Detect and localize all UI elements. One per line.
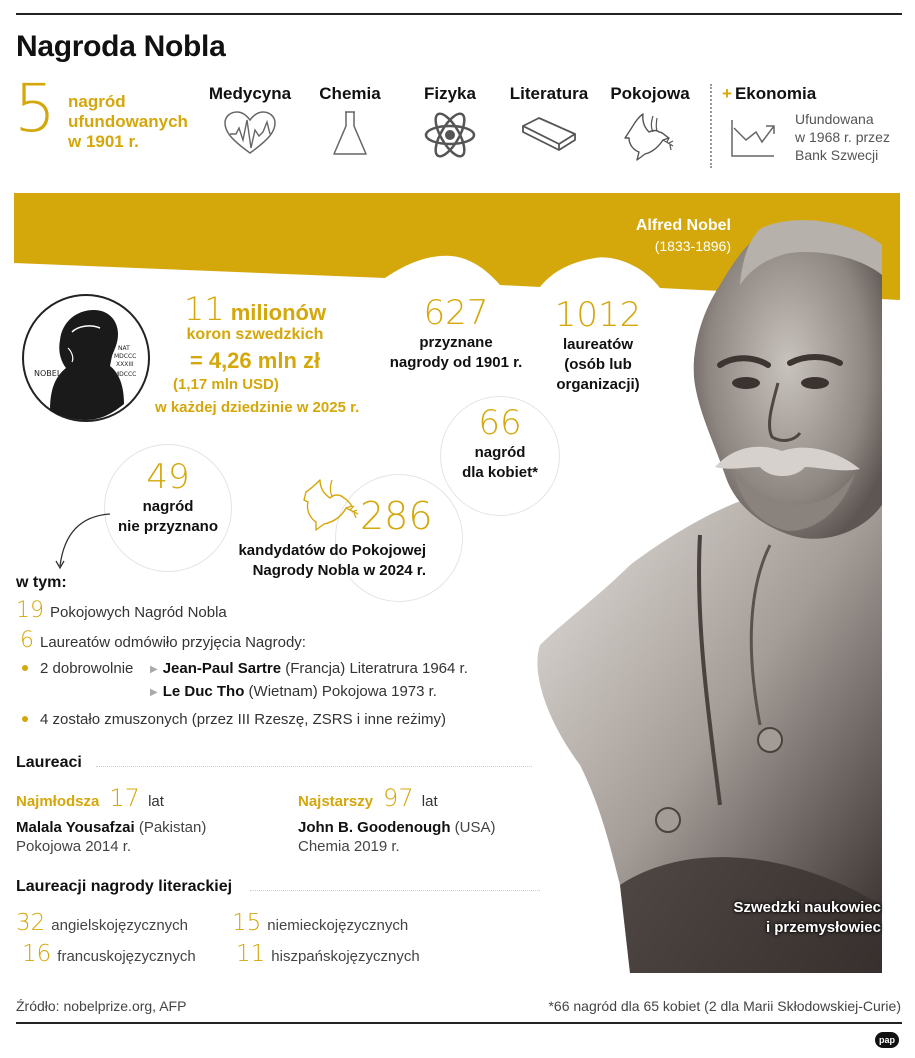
literature-divider <box>250 890 540 891</box>
lang-text: francuskojęzycznych <box>57 948 196 965</box>
oldest-laureate <box>298 784 438 812</box>
youngest-label: Najmłodsza <box>16 793 100 810</box>
bullet-icon <box>22 716 28 722</box>
youngest-laureate <box>16 784 164 812</box>
pap-logo: pap <box>875 1032 899 1048</box>
category-literature <box>504 84 594 156</box>
svg-text:XXXIII: XXXIII <box>116 361 134 368</box>
prize-usd: (1,17 mln USD) <box>173 376 279 393</box>
category-label: Fizyka <box>424 84 476 103</box>
footnote-text: *66 nagród dla 65 kobiet (2 dla Marii Skłodowskiej-Curie) <box>548 998 901 1014</box>
person-country: (Pakistan) <box>138 819 207 836</box>
literature-item-german <box>232 910 408 936</box>
founded-line: nagród <box>68 92 126 111</box>
stat-label: Nagrody Nobla w 2024 r. <box>252 562 426 579</box>
stat-label: kandydatów do Pokojowej <box>238 542 426 559</box>
stat-label: (osób lub <box>564 356 632 374</box>
category-medicine <box>206 84 294 156</box>
stat-number: 66 <box>478 403 522 443</box>
top-divider <box>16 13 902 15</box>
atom-icon <box>423 110 477 160</box>
trend-chart-icon <box>730 118 778 158</box>
refused-row <box>20 628 306 653</box>
source-text: Źródło: nobelprize.org, AFP <box>16 998 187 1014</box>
lang-text: niemieckojęzycznych <box>267 917 409 934</box>
lang-number: 32 <box>16 910 46 936</box>
svg-text:MDCCC: MDCCC <box>114 371 137 378</box>
nobel-years: (1833-1896) <box>654 238 731 254</box>
refuser-country: (Wietnam) <box>248 683 318 700</box>
laureates-divider <box>96 766 532 767</box>
lang-number: 11 <box>236 941 266 967</box>
prize-amount-word: milionów <box>230 300 327 325</box>
oldest-person <box>298 818 496 856</box>
literature-item-english <box>16 910 188 936</box>
economics-desc-line: w 1968 r. przez <box>795 129 890 145</box>
bust-caption <box>733 898 881 938</box>
person-name: John B. Goodenough <box>298 819 451 836</box>
economics-description <box>795 110 890 164</box>
stat-number: 49 <box>146 457 190 497</box>
economics-desc-line: Ufundowana <box>795 111 874 127</box>
prize-money-block <box>155 290 360 416</box>
row-text: Pokojowych Nagród Nobla <box>50 604 227 621</box>
dove-icon <box>623 110 677 164</box>
stat-label: dla kobiet* <box>462 464 538 482</box>
category-label: Pokojowa <box>610 84 690 103</box>
stat-not-awarded <box>104 458 232 537</box>
person-prize: Chemia 2019 r. <box>298 838 400 855</box>
lang-number: 15 <box>232 910 262 936</box>
svg-text:NOBEL: NOBEL <box>34 369 62 378</box>
bullet-icon <box>22 665 28 671</box>
category-peace <box>606 84 694 164</box>
founded-text <box>68 92 188 152</box>
category-label: Medycyna <box>208 84 292 103</box>
nobel-medal-icon <box>20 292 152 424</box>
plus-icon: + <box>722 84 732 103</box>
lang-text: hiszpańskojęzycznych <box>271 948 420 965</box>
stat-candidates <box>222 541 426 581</box>
svg-text:NAT: NAT <box>118 345 130 352</box>
stat-women <box>440 404 560 483</box>
person-name: Malala Yousafzai <box>16 819 135 836</box>
flask-icon <box>330 110 370 158</box>
oldest-label: Najstarszy <box>298 793 374 810</box>
prize-amount-number: 11 <box>183 290 225 328</box>
nobel-name: Alfred Nobel <box>635 217 731 234</box>
founded-count: 5 <box>14 70 56 147</box>
economics-label <box>722 84 816 104</box>
stat-label: nagrody od 1901 r. <box>389 354 523 372</box>
dove-icon <box>302 476 362 532</box>
stat-label: laureatów <box>562 336 634 354</box>
forced-row <box>14 711 446 728</box>
literature-item-french <box>22 941 196 967</box>
caption-line: Szwedzki naukowiec <box>733 899 881 916</box>
prize-note: w każdej dziedzinie w 2025 r. <box>155 399 360 416</box>
category-physics <box>418 84 482 160</box>
bottom-divider <box>16 1022 902 1024</box>
stat-label: nagród <box>142 498 194 516</box>
literature-heading: Laureacji nagrody literackiej <box>16 878 233 895</box>
economics-divider <box>710 84 712 168</box>
founded-line: w 1901 r. <box>68 132 139 151</box>
stat-label: nagród <box>474 444 526 462</box>
age-unit: lat <box>421 793 438 810</box>
row-number: 6 <box>20 628 34 653</box>
stat-label: organizacji) <box>556 376 640 394</box>
caption-line: i przemysłowiec <box>765 919 881 936</box>
page-title: Nagroda Nobla <box>16 30 226 63</box>
row-number: 19 <box>16 598 44 623</box>
voluntary-row <box>14 660 133 677</box>
literature-item-spanish <box>236 941 420 967</box>
refuser-country: (Francja) <box>285 660 346 677</box>
category-chemistry <box>312 84 388 158</box>
refuser-name: Le Duc Tho <box>162 683 245 700</box>
svg-text:MDCCC: MDCCC <box>114 353 137 360</box>
lang-text: angielskojęzycznych <box>51 917 189 934</box>
refuser-le-duc-tho <box>150 683 437 700</box>
person-country: (USA) <box>454 819 496 836</box>
lang-number: 16 <box>22 941 52 967</box>
prize-amount <box>155 290 355 328</box>
founded-line: ufundowanych <box>68 112 188 131</box>
book-icon <box>519 110 579 156</box>
refuser-detail: Literatrura 1964 r. <box>349 660 468 677</box>
prize-currency: koron szwedzkich <box>186 326 324 343</box>
stat-label: nie przyznano <box>117 518 218 536</box>
stat-candidates-number: 286 <box>360 494 433 538</box>
triangle-right-icon: ▶ <box>150 687 158 698</box>
youngest-person <box>16 818 206 856</box>
refuser-detail: Pokojowa 1973 r. <box>321 683 437 700</box>
economics-label-text: Ekonomia <box>734 84 817 103</box>
category-label: Literatura <box>509 84 589 103</box>
stat-number: 627 <box>423 293 489 333</box>
heart-pulse-icon <box>222 110 278 156</box>
row-text: 2 dobrowolnie <box>40 660 134 677</box>
oldest-age: 97 <box>383 784 414 812</box>
stat-number: 1012 <box>554 295 642 335</box>
category-label: Chemia <box>319 84 381 103</box>
refuser-name: Jean-Paul Sartre <box>162 660 282 677</box>
peace-not-awarded-row <box>16 598 227 623</box>
youngest-age: 17 <box>109 784 140 812</box>
refuser-sartre <box>150 660 468 677</box>
stat-awarded <box>388 294 524 373</box>
age-unit: lat <box>148 793 164 810</box>
triangle-right-icon: ▶ <box>150 664 158 675</box>
row-text: Laureatów odmówiło przyjęcia Nagrody: <box>40 634 306 651</box>
stat-laureates <box>540 296 656 395</box>
stat-label: przyznane <box>419 334 493 352</box>
economics-desc-line: Bank Szwecji <box>795 147 879 163</box>
row-text: 4 zostało zmuszonych (przez III Rzeszę, ZSRS i inne reżimy) <box>40 711 446 728</box>
including-heading: w tym: <box>16 574 67 591</box>
person-prize: Pokojowa 2014 r. <box>16 838 132 855</box>
laureates-heading: Laureaci <box>16 754 82 771</box>
curved-arrow-icon <box>50 510 114 572</box>
prize-pln: = 4,26 mln zł <box>189 348 321 373</box>
